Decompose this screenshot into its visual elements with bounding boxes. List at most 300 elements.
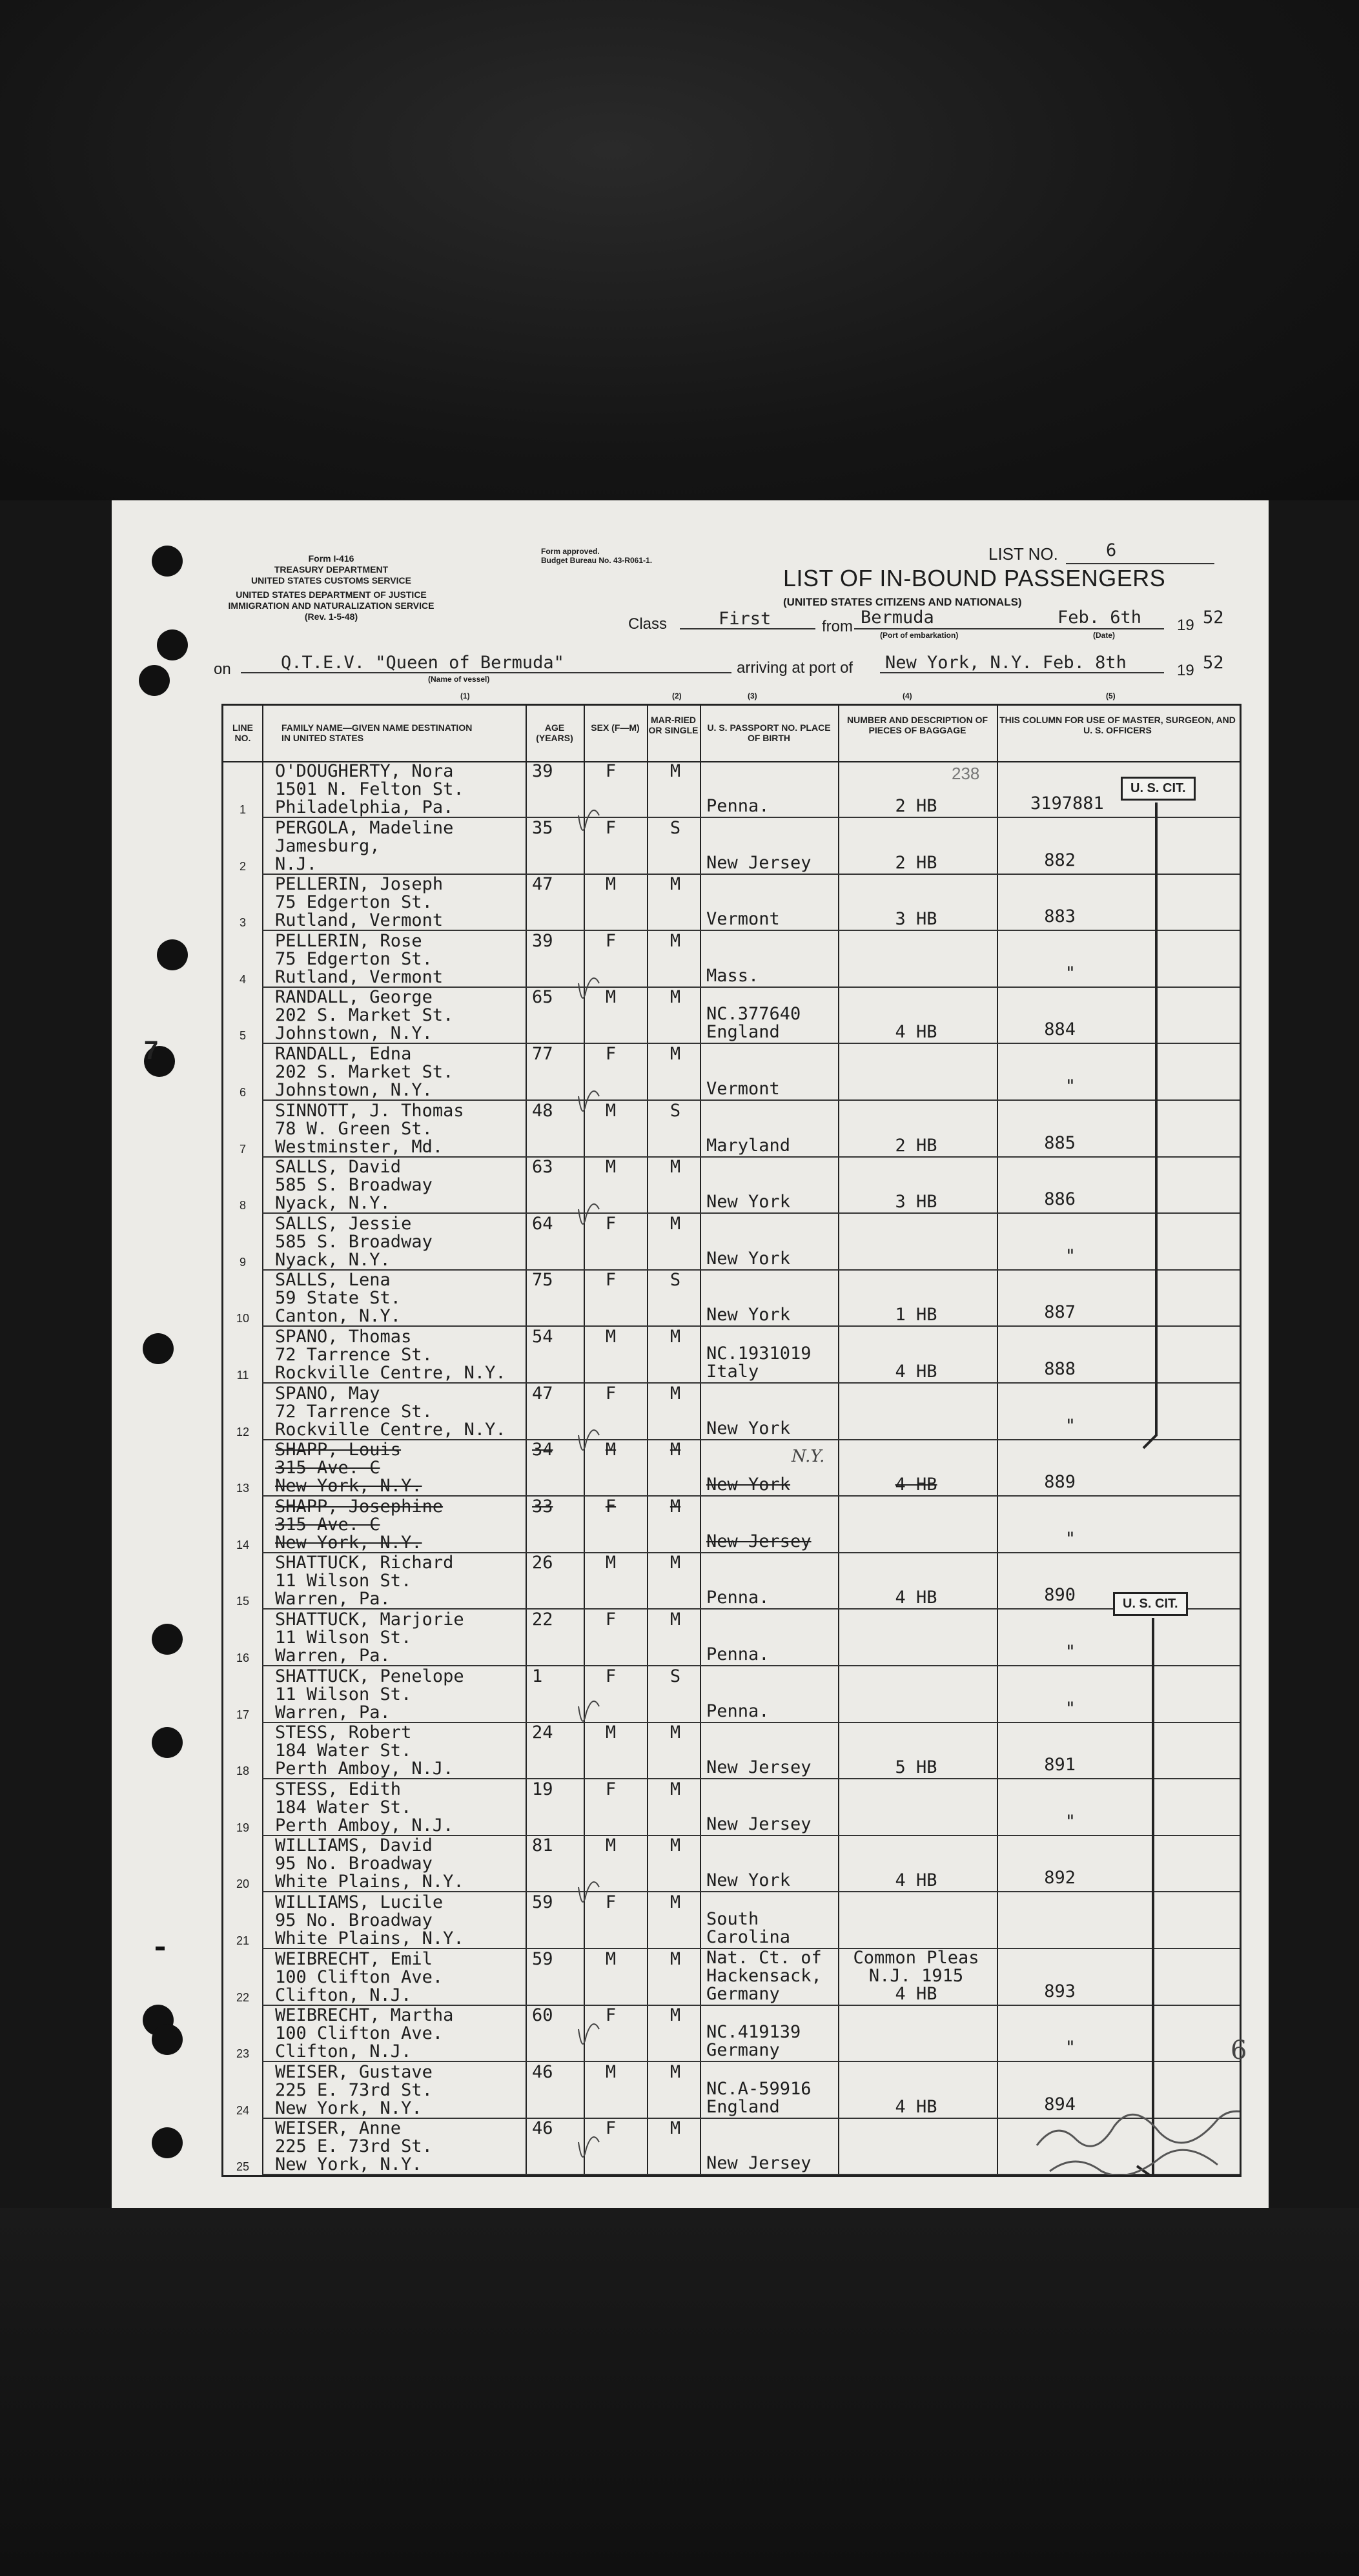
officer-entry: 884 — [1044, 1019, 1076, 1040]
passenger-name-address — [275, 2007, 453, 2061]
passport-line: New York — [706, 1475, 791, 1495]
line-number: 5 — [239, 1029, 246, 1043]
officer-entry: " — [1065, 1415, 1076, 1436]
officer-entry: " — [1065, 1642, 1076, 1662]
sex-value: M — [605, 1440, 617, 1460]
us-citizen-stamp: U. S. CIT. — [1113, 1592, 1188, 1616]
officer-entry: " — [1065, 1698, 1076, 1719]
passenger-name: RANDALL, Edna — [275, 1044, 412, 1064]
us-citizen-stamp: U. S. CIT. — [1121, 777, 1196, 801]
col-number-5: (5) — [1106, 691, 1116, 700]
passport-birthplace — [706, 1646, 770, 1664]
sex-value: M — [605, 1722, 617, 1743]
address-line: 95 No. Broadway — [275, 1910, 433, 1930]
address-line: 1501 N. Felton St. — [275, 779, 464, 799]
passenger-name-address — [275, 988, 453, 1043]
punch-hole — [152, 2127, 183, 2158]
address-line: 202 S. Market St. — [275, 1062, 454, 1082]
table-row — [223, 987, 1240, 1044]
address-line: 100 Clifton Ave. — [275, 2023, 444, 2044]
line-number: 18 — [236, 1764, 250, 1778]
marital-status: M — [669, 1610, 681, 1630]
line-number: 15 — [236, 1595, 250, 1608]
header-sex: SEX (F—M) — [591, 722, 640, 733]
passport-line: New Jersey — [706, 1814, 812, 1834]
passport-line: Maryland — [706, 1135, 791, 1156]
passenger-name-address — [275, 1271, 401, 1325]
side-mark: 7 — [144, 1036, 159, 1065]
address-line: Clifton, N.J. — [275, 2041, 412, 2062]
passenger-name: SHATTUCK, Penelope — [275, 1666, 464, 1686]
marital-status: S — [669, 1666, 681, 1686]
age-value: 22 — [532, 1610, 553, 1630]
line-number: 3 — [239, 916, 246, 930]
passport-line: New Jersey — [706, 1531, 812, 1551]
passenger-name: STESS, Robert — [275, 1722, 412, 1743]
passport-birthplace — [706, 1533, 812, 1551]
address-line: 78 W. Green St. — [275, 1118, 433, 1139]
passport-line: New Jersey — [706, 1757, 812, 1778]
punch-hole — [152, 546, 183, 577]
passenger-name: PELLERIN, Rose — [275, 930, 422, 951]
age-value: 54 — [532, 1327, 553, 1347]
address-line: Nyack, N.Y. — [275, 1249, 391, 1270]
passport-line: Mass. — [706, 965, 759, 986]
address-line: Perth Amboy, N.J. — [275, 1759, 454, 1779]
punch-mark — [156, 1947, 165, 1950]
passenger-name: SALLS, Jessie — [275, 1213, 412, 1234]
passport-line: New York — [706, 1418, 791, 1438]
address-line: Jamesburg, — [275, 835, 380, 856]
form-approval — [541, 547, 652, 565]
age-value: 60 — [532, 2005, 553, 2026]
age-value: 46 — [532, 2118, 553, 2139]
passenger-name-address — [275, 875, 443, 930]
address-line: White Plains, N.Y. — [275, 1928, 464, 1948]
passport-birthplace — [706, 967, 759, 985]
col-number-3: (3) — [748, 691, 757, 700]
manifest-sheet — [112, 500, 1269, 2208]
address-line: 315 Ave. C — [275, 1514, 380, 1535]
passenger-name-address — [275, 1385, 506, 1439]
age-value: 63 — [532, 1157, 553, 1178]
line-number: 6 — [239, 1086, 246, 1099]
age-value: 65 — [532, 987, 553, 1008]
officer-entry: 894 — [1044, 2094, 1076, 2114]
passenger-name-address — [275, 1102, 464, 1156]
justice-header — [221, 589, 441, 622]
passport-birthplace — [706, 1589, 770, 1607]
table-row — [223, 1327, 1240, 1384]
customs-service: UNITED STATES CUSTOMS SERVICE — [251, 575, 411, 586]
passport-line: Penna. — [706, 1644, 770, 1664]
address-line: 75 Edgerton St. — [275, 948, 433, 969]
passenger-name-address — [275, 1045, 453, 1099]
date-year-prefix: 19 — [1177, 617, 1194, 634]
budget-bureau-text: Budget Bureau No. 43-R061-1. — [541, 556, 653, 565]
marital-status: M — [669, 1327, 681, 1347]
passenger-name: PERGOLA, Madeline — [275, 817, 454, 838]
passport-birthplace — [706, 1005, 801, 1041]
from-underline — [854, 628, 1054, 629]
passport-birthplace — [706, 2080, 812, 2116]
sex-value: F — [605, 1044, 617, 1064]
arrival-year-suffix: 52 — [1203, 653, 1224, 673]
line-number: 11 — [236, 1369, 249, 1382]
header-passport: U. S. PASSPORT NO. PLACE OF BIRTH — [707, 722, 831, 743]
vessel-name: Q.T.E.V. "Queen of Bermuda" — [281, 653, 564, 673]
port-caption: (Port of embarkation) — [880, 631, 959, 640]
passport-line: New Jersey — [706, 2153, 812, 2174]
address-line: Rockville Centre, N.Y. — [275, 1419, 506, 1440]
address-line: New York, N.Y. — [275, 1532, 422, 1553]
officer-entry: 890 — [1044, 1585, 1076, 1606]
table-row — [223, 1101, 1240, 1158]
address-line: Philadelphia, Pa. — [275, 797, 454, 817]
passport-birthplace — [706, 1949, 822, 2003]
line-number: 4 — [239, 972, 246, 986]
address-line: Rutland, Vermont — [275, 966, 444, 987]
passenger-name-address — [275, 1441, 422, 1495]
officer-entry: " — [1065, 1076, 1076, 1096]
passport-line: New York — [706, 1305, 791, 1325]
punch-hole — [157, 629, 188, 660]
marital-status: M — [669, 1948, 681, 1969]
officer-entry: 887 — [1044, 1302, 1076, 1323]
table-row — [223, 1497, 1240, 1553]
age-value: 59 — [532, 1892, 553, 1912]
passenger-name-address — [275, 819, 453, 874]
passenger-name-address — [275, 1950, 443, 2005]
table-row — [223, 1722, 1240, 1779]
passport-line: Penna. — [706, 796, 770, 816]
passport-birthplace — [706, 854, 812, 872]
address-line: 585 S. Broadway — [275, 1231, 433, 1252]
table-row — [223, 1044, 1240, 1101]
punch-hole — [152, 2024, 183, 2055]
passport-birthplace — [706, 1080, 780, 1098]
baggage-value: Common Pleas N.J. 1915 4 HB — [853, 1947, 979, 2004]
table-row — [223, 1384, 1240, 1440]
passport-birthplace — [706, 1702, 770, 1721]
passenger-name: SHATTUCK, Marjorie — [275, 1610, 464, 1630]
marital-status: M — [669, 1383, 681, 1404]
passport-line: Carolina — [706, 1927, 791, 1947]
ny-note: N.Y. — [792, 1447, 825, 1466]
line-number: 24 — [236, 2103, 250, 2117]
table-row — [223, 818, 1240, 875]
line-number: 22 — [236, 1990, 250, 2004]
passenger-name: WEIBRECHT, Emil — [275, 1948, 433, 1969]
line-number: 2 — [239, 859, 246, 873]
age-value: 46 — [532, 2061, 553, 2082]
passenger-name: SPANO, May — [275, 1383, 380, 1404]
marital-status: S — [669, 1100, 681, 1121]
punch-hole — [152, 1624, 183, 1655]
age-value: 24 — [532, 1722, 553, 1743]
baggage-value: 3 HB — [895, 909, 937, 930]
vessel-underline — [241, 672, 731, 673]
line-number: 1 — [239, 803, 246, 816]
passport-line: South — [706, 1909, 759, 1929]
passport-birthplace — [706, 1872, 790, 1890]
passport-birthplace — [706, 1420, 790, 1438]
passenger-name-address — [275, 2120, 433, 2174]
passenger-name-address — [275, 1837, 464, 1891]
baggage-value: 5 HB — [895, 1757, 937, 1778]
passenger-table — [221, 704, 1247, 2177]
address-line: Westminster, Md. — [275, 1136, 444, 1157]
line-number: 19 — [236, 1821, 250, 1834]
header-marital: MAR-RIED OR SINGLE — [648, 715, 699, 735]
col-number-4: (4) — [903, 691, 912, 700]
age-value: 1 — [532, 1666, 543, 1686]
sex-value: M — [605, 1835, 617, 1856]
passport-birthplace — [706, 2023, 801, 2060]
table-row — [223, 2005, 1240, 2062]
address-line: 585 S. Broadway — [275, 1175, 433, 1196]
table-row — [223, 1157, 1240, 1214]
line-number: 25 — [236, 2160, 250, 2174]
table-row — [223, 1835, 1240, 1892]
age-value: 48 — [532, 1100, 553, 1121]
baggage-value: 1 HB — [895, 1305, 937, 1325]
passport-line: NC.377640 — [706, 1004, 801, 1025]
list-no-value: 6 — [1106, 540, 1117, 560]
table-row — [223, 1949, 1240, 2006]
officer-entry: 889 — [1044, 1472, 1076, 1493]
arrival-underline — [880, 672, 1164, 673]
baggage-value: 2 HB — [895, 852, 937, 873]
naturalization-service: IMMIGRATION AND NATURALIZATION SERVICE — [228, 600, 434, 611]
address-line: Johnstown, N.Y. — [275, 1023, 433, 1044]
passport-line: NC.419139 — [706, 2022, 801, 2043]
punch-hole — [157, 939, 188, 970]
sex-value: F — [605, 2005, 617, 2026]
baggage-value: 3 HB — [895, 1192, 937, 1212]
line-number: 13 — [236, 1482, 250, 1495]
treasury-department: TREASURY DEPARTMENT — [274, 564, 389, 575]
table-row — [223, 1214, 1240, 1271]
age-value: 81 — [532, 1835, 553, 1856]
age-value: 33 — [532, 1496, 553, 1517]
departure-date: Feb. 6th — [1058, 608, 1142, 628]
passport-birthplace — [706, 2154, 812, 2172]
baggage-value: 4 HB — [895, 1022, 937, 1043]
passenger-name: SALLS, David — [275, 1157, 402, 1178]
age-value: 39 — [532, 930, 553, 951]
marital-status: S — [669, 817, 681, 838]
passenger-name-address — [275, 762, 464, 817]
address-line: 225 E. 73rd St. — [275, 2080, 433, 2100]
passenger-name-address — [275, 1328, 506, 1382]
address-line: Perth Amboy, N.J. — [275, 1815, 454, 1835]
age-value: 26 — [532, 1553, 553, 1573]
passport-birthplace — [706, 1815, 812, 1834]
marital-status: M — [669, 1440, 681, 1460]
sex-value: M — [605, 1157, 617, 1178]
address-line: Canton, N.Y. — [275, 1306, 402, 1327]
sex-value: M — [605, 2061, 617, 2082]
passenger-name: RANDALL, George — [275, 987, 433, 1008]
sex-value: M — [605, 987, 617, 1008]
baggage-value: 4 HB — [895, 1362, 937, 1382]
address-line: 11 Wilson St. — [275, 1684, 412, 1704]
address-line: Rutland, Vermont — [275, 910, 444, 931]
address-line: 72 Tarrence St. — [275, 1401, 433, 1422]
address-line: 184 Water St. — [275, 1741, 412, 1761]
passport-line: New York — [706, 1248, 791, 1269]
punch-hole — [143, 1333, 174, 1364]
officer-entry: 883 — [1044, 906, 1076, 927]
passenger-name: STESS, Edith — [275, 1779, 402, 1799]
address-line: 75 Edgerton St. — [275, 892, 433, 913]
officer-entry: 888 — [1044, 1359, 1076, 1379]
sex-value: F — [605, 1383, 617, 1404]
line-number: 17 — [236, 1708, 250, 1721]
row-divider — [262, 2174, 1240, 2175]
sex-value: F — [605, 1213, 617, 1234]
age-value: 47 — [532, 1383, 553, 1404]
passenger-name: WEIBRECHT, Martha — [275, 2005, 454, 2026]
officer-entry: 893 — [1044, 1981, 1076, 2001]
passenger-name-address — [275, 1611, 464, 1665]
age-value: 64 — [532, 1213, 553, 1234]
passport-birthplace — [706, 910, 780, 928]
passport-line: Italy — [706, 1362, 759, 1382]
age-value: 35 — [532, 817, 553, 838]
vessel-caption: (Name of vessel) — [428, 675, 490, 684]
address-line: New York, N.Y. — [275, 2098, 422, 2118]
passenger-name: WILLIAMS, David — [275, 1835, 433, 1856]
marital-status: M — [669, 1722, 681, 1743]
officer-entry: 886 — [1044, 1189, 1076, 1210]
table-row — [223, 1892, 1240, 1949]
passport-line: England — [706, 2096, 780, 2117]
table-row — [223, 2062, 1240, 2119]
address-line: 72 Tarrence St. — [275, 1345, 433, 1365]
marital-status: M — [669, 1044, 681, 1064]
passport-line: Hackensack, — [706, 1965, 822, 1986]
microfilm-border-bottom — [0, 2208, 1359, 2576]
punch-hole — [152, 1727, 183, 1758]
col-number-2: (2) — [672, 691, 682, 700]
passport-birthplace — [706, 1193, 790, 1211]
baggage-value: 4 HB — [895, 2096, 937, 2117]
table-row — [223, 1440, 1240, 1497]
punch-hole — [139, 665, 170, 696]
address-line: 184 Water St. — [275, 1797, 412, 1817]
marital-status: M — [669, 761, 681, 781]
marital-status: M — [669, 874, 681, 895]
date-underline — [1054, 628, 1164, 629]
header-baggage: NUMBER AND DESCRIPTION OF PIECES OF BAGGAGE — [846, 715, 988, 735]
passenger-name: SINNOTT, J. Thomas — [275, 1100, 464, 1121]
passenger-name-address — [275, 1724, 453, 1778]
marital-status: M — [669, 1892, 681, 1912]
address-line: 11 Wilson St. — [275, 1571, 412, 1591]
col-number-1: (1) — [460, 691, 470, 700]
address-line: 11 Wilson St. — [275, 1628, 412, 1648]
sex-value: F — [605, 2118, 617, 2139]
address-line: 202 S. Market St. — [275, 1005, 454, 1026]
pencil-note: 238 — [952, 764, 980, 783]
age-value: 34 — [532, 1440, 553, 1460]
baggage-value: 2 HB — [895, 1135, 937, 1156]
age-value: 39 — [532, 761, 553, 781]
sex-value: F — [605, 761, 617, 781]
address-line: Johnstown, N.Y. — [275, 1080, 433, 1100]
table-row — [223, 931, 1240, 988]
passport-birthplace — [706, 1759, 812, 1777]
sex-value: F — [605, 817, 617, 838]
age-value: 19 — [532, 1779, 553, 1799]
marital-status: M — [669, 2005, 681, 2026]
passenger-name: WILLIAMS, Lucile — [275, 1892, 444, 1912]
officer-entry: 885 — [1044, 1132, 1076, 1153]
passport-line: NC.1931019 — [706, 1344, 812, 1364]
baggage-value: 2 HB — [895, 796, 937, 816]
marital-status: M — [669, 1496, 681, 1517]
marital-status: S — [669, 1270, 681, 1291]
marital-status: M — [669, 1213, 681, 1234]
address-line: N.J. — [275, 854, 318, 874]
justice-department: UNITED STATES DEPARTMENT OF JUSTICE — [236, 589, 427, 600]
header-name: FAMILY NAME—GIVEN NAME DESTINATION IN UNITED STATES — [281, 722, 473, 743]
date-caption: (Date) — [1093, 631, 1116, 640]
marital-status: M — [669, 1835, 681, 1856]
address-line: New York, N.Y. — [275, 2154, 422, 2175]
class-label: Class — [628, 615, 668, 633]
officer-entry: 882 — [1044, 850, 1076, 870]
sex-value: M — [605, 1100, 617, 1121]
passport-line: New York — [706, 1870, 791, 1891]
passport-birthplace — [706, 1137, 790, 1155]
sex-value: F — [605, 1892, 617, 1912]
passport-line: Nat. Ct. of — [706, 1947, 822, 1968]
address-line: Nyack, N.Y. — [275, 1193, 391, 1214]
arrival-year-prefix: 19 — [1177, 662, 1194, 679]
margin-count: 6 — [1231, 2036, 1247, 2065]
age-value: 47 — [532, 874, 553, 895]
sex-value: M — [605, 874, 617, 895]
line-number: 12 — [236, 1425, 250, 1438]
line-number: 16 — [236, 1651, 250, 1664]
marital-status: M — [669, 1553, 681, 1573]
passport-line: New Jersey — [706, 852, 812, 873]
microfilm-border-top — [0, 0, 1359, 500]
age-value: 75 — [532, 1270, 553, 1291]
header-officers: THIS COLUMN FOR USE OF MASTER, SURGEON, AND U. S. OFFICERS — [999, 715, 1236, 735]
officer-entry: 3197881 — [1030, 793, 1104, 813]
baggage-value: 4 HB — [895, 1870, 937, 1891]
passenger-name-address — [275, 1158, 433, 1212]
address-line: 59 State St. — [275, 1288, 402, 1309]
passenger-name: SHAPP, Josephine — [275, 1496, 444, 1517]
sex-value: F — [605, 1496, 617, 1517]
table-row — [223, 1666, 1240, 1723]
passenger-name: WEISER, Anne — [275, 2118, 402, 2139]
passenger-name: SHAPP, Louis — [275, 1440, 402, 1460]
passenger-name-address — [275, 1498, 443, 1552]
officer-entry: " — [1065, 2038, 1076, 2058]
form-approved-text: Form approved. — [541, 547, 600, 556]
address-line: Warren, Pa. — [275, 1702, 391, 1722]
passport-birthplace — [706, 1306, 790, 1324]
passport-line: Penna. — [706, 1588, 770, 1608]
arrival-port: New York, N.Y. Feb. 8th — [885, 653, 1127, 673]
address-line: 315 Ave. C — [275, 1458, 380, 1478]
